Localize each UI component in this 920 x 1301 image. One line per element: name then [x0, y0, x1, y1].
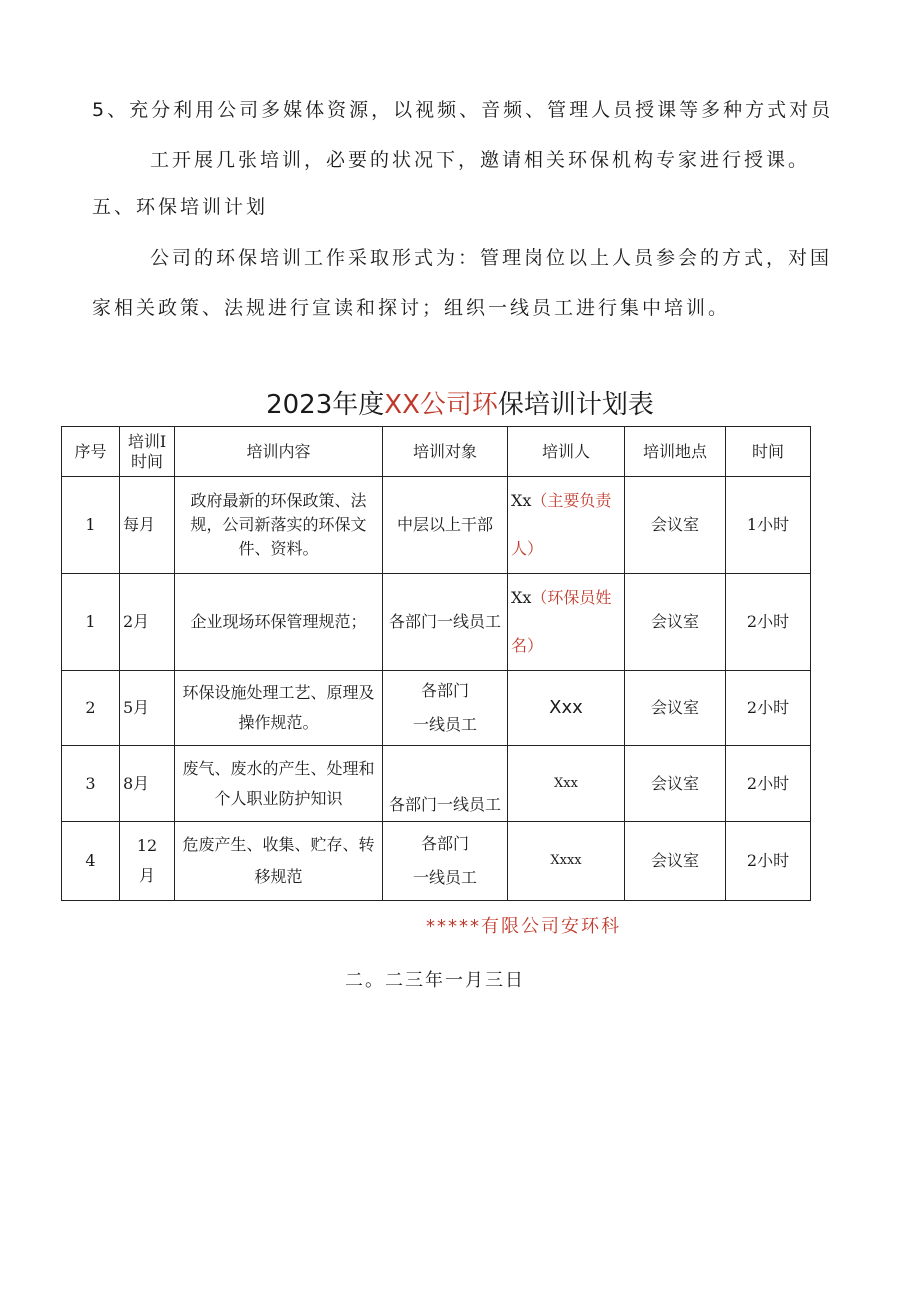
table-row — [62, 477, 811, 574]
cell-when: 5月 — [120, 671, 175, 746]
cell-time: 1小时 — [726, 477, 811, 574]
cell-content: 政府最新的环保政策、法规，公司新落实的环保文件、资料。 — [175, 477, 383, 574]
cell-trainer: Xxx — [508, 671, 625, 746]
footer-date: 二。二三年一月三日 — [345, 970, 525, 991]
paragraph-line: 工开展几张培训，必要的状况下，邀请相关环保机构专家进行授课。 — [150, 149, 811, 171]
table-row — [62, 574, 811, 671]
title-year: 2023年度 — [266, 390, 385, 420]
cell-trainer — [508, 574, 625, 671]
cell-time: 2小时 — [726, 574, 811, 671]
cell-content: 环保设施处理工艺、原理及操作规范。 — [175, 671, 383, 746]
table-title — [0, 384, 920, 421]
cell-seq: 4 — [62, 822, 120, 901]
header-when — [120, 427, 175, 477]
header-target: 培训对象 — [383, 427, 508, 477]
cell-place: 会议室 — [625, 822, 726, 901]
training-plan-table — [61, 426, 811, 901]
table-row — [62, 822, 811, 901]
cell-time: 2小时 — [726, 746, 811, 822]
cell-trainer: Xxxx — [508, 822, 625, 901]
cell-place: 会议室 — [625, 746, 726, 822]
cell-when: 每月 — [120, 477, 175, 574]
cell-target: 各部门一线员工 — [383, 574, 508, 671]
header-when-line1: 培训I — [127, 431, 167, 451]
cell-content: 危废产生、收集、贮存、转移规范 — [175, 822, 383, 901]
cell-place: 会议室 — [625, 574, 726, 671]
cell-seq: 2 — [62, 671, 120, 746]
target-line1: 各部门 — [420, 681, 469, 700]
cell-target — [383, 822, 508, 901]
cell-seq: 3 — [62, 746, 120, 822]
cell-seq: 1 — [62, 477, 120, 574]
cell-trainer — [508, 477, 625, 574]
cell-content: 废气、废水的产生、处理和个人职业防护知识 — [175, 746, 383, 822]
cell-target: 中层以上干部 — [383, 477, 508, 574]
cell-trainer: Xxx — [508, 746, 625, 822]
header-content: 培训内容 — [175, 427, 383, 477]
cell-when: 8月 — [120, 746, 175, 822]
when-line1: 12 — [136, 836, 158, 855]
paragraph-line: 5、充分利用公司多媒体资源，以视频、音频、管理人员授课等多种方式对员 — [92, 99, 834, 121]
trainer-prefix: Xx — [511, 491, 532, 510]
table-row — [62, 671, 811, 746]
paragraph-line: 家相关政策、法规进行宣读和探讨；组织一线员工进行集中培训。 — [92, 297, 731, 319]
trainer-note: （主要负责人） — [511, 491, 612, 558]
target-line2: 一线员工 — [412, 715, 477, 734]
cell-place: 会议室 — [625, 671, 726, 746]
target-line1: 各部门 — [420, 834, 469, 853]
cell-when — [120, 822, 175, 901]
cell-content: 企业现场环保管理规范； — [175, 574, 383, 671]
title-rest: 保培训计划表 — [497, 390, 654, 420]
cell-when: 2月 — [120, 574, 175, 671]
section-heading: 五、环保培训计划 — [92, 196, 269, 218]
header-place: 培训地点 — [625, 427, 726, 477]
cell-seq: 1 — [62, 574, 120, 671]
header-when-line2: 时间 — [130, 451, 163, 471]
header-seq: 序号 — [62, 427, 120, 477]
cell-place: 会议室 — [625, 477, 726, 574]
cell-target — [383, 671, 508, 746]
cell-time: 2小时 — [726, 822, 811, 901]
paragraph-line: 公司的环保培训工作采取形式为：管理岗位以上人员参会的方式，对国 — [150, 247, 833, 269]
target-line2: 一线员工 — [412, 868, 477, 887]
table-header-row — [62, 427, 811, 477]
title-company: XX公司环 — [384, 390, 498, 420]
header-trainer: 培训人 — [508, 427, 625, 477]
when-line2: 月 — [138, 866, 155, 885]
footer-organization: *****有限公司安环科 — [426, 916, 621, 937]
cell-target: 各部门一线员工 — [383, 746, 508, 822]
table-row — [62, 746, 811, 822]
cell-time: 2小时 — [726, 671, 811, 746]
header-time: 时间 — [726, 427, 811, 477]
trainer-note: （环保员姓名） — [511, 588, 612, 655]
trainer-prefix: Xx — [511, 588, 532, 607]
